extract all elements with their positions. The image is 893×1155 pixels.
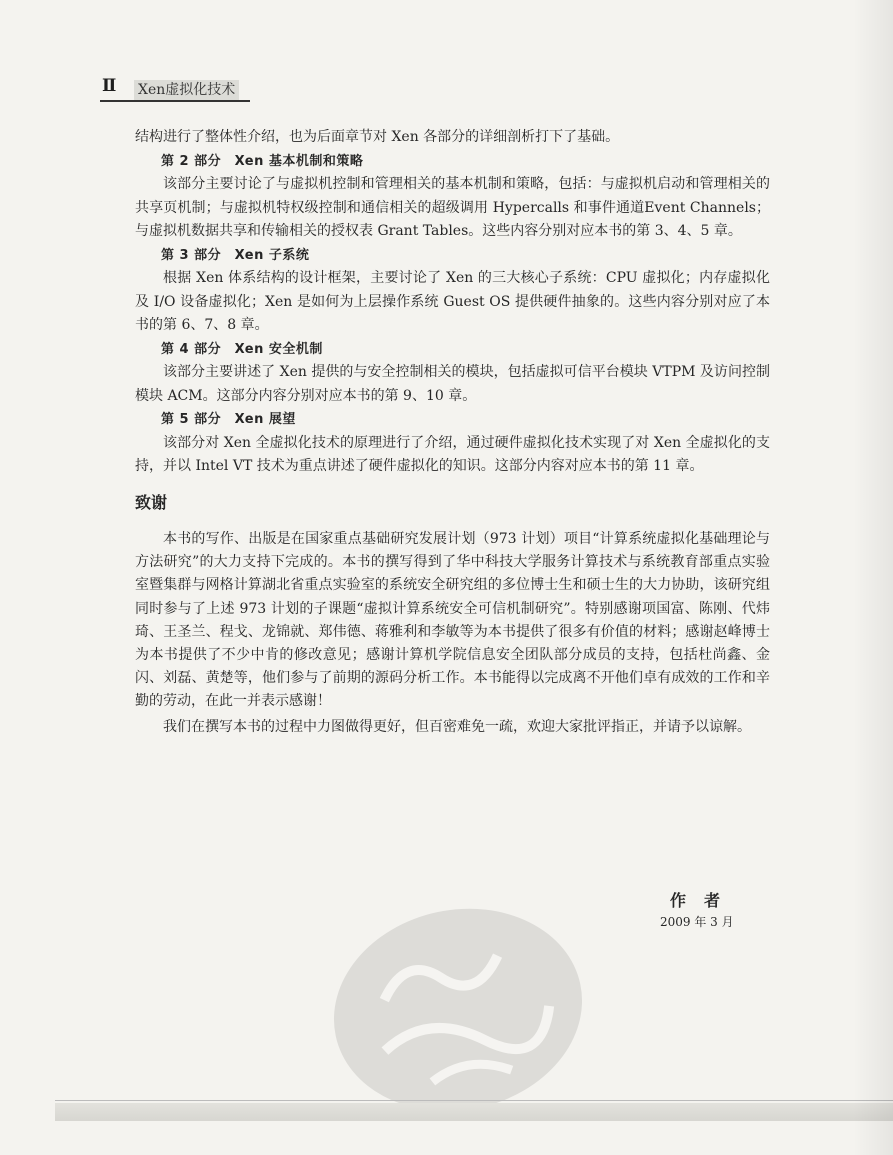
section-4-title: 第 4 部分 Xen 安全机制: [161, 341, 323, 357]
signature-date: 2009 年 3 月: [660, 915, 734, 929]
acknowledgement-paragraph-1: 本书的写作、出版是在国家重点基础研究发展计划（973 计划）项目“计算系统虚拟化基础理论与方法研究”的大力支持下完成的。本书的撰写得到了华中科技大学服务计算技术与系统教育部重点实验室暨集群与网格计算湖北省重点实验室的系统安全研究组的多位博士生和硕士生的大力协助，该研究组同时参与了上述 973 计划的子课题“虚拟计算系统安全可信机制研究”。特别感谢项国富、陈刚、代炜琦、王圣兰、程戈、龙锦就、郑伟德、蒋雅利和李敏等为本书提供了很多有价值的材料；感谢赵峰博士为本书提供了不少中肯的修改意见；感谢计算机学院信息安全团队部分成员的支持，包括杜尚鑫、金闪、刘磊、黄楚等，他们参与了前期的源码分析工作。本书能得以完成离不开他们卓有成效的工作和辛勤的劳动，在此一并表示感谢！: [135, 531, 770, 710]
section-3-text: 根据 Xen 体系结构的设计框架，主要讨论了 Xen 的三大核心子系统：CPU 虚拟化；内存虚拟化及 I/O 设备虚拟化；Xen 是如何为上层操作系统 Guest OS 提供硬件抽象的。这些内容分别对应了本书的第 6、7、8 章。: [135, 270, 770, 333]
section-5-text: 该部分对 Xen 全虚拟化技术的原理进行了介绍，通过硬件虚拟化技术实现了对 Xen 全虚拟化的支持，并以 Intel VT 技术为重点讲述了硬件虚拟化的知识。这部分内容对应本书的第 11 章。: [135, 434, 770, 474]
section-2-title: 第 2 部分 Xen 基本机制和策略: [161, 153, 364, 169]
acknowledgement-paragraph-2: 我们在撰写本书的过程中力图做得更好，但百密难免一疏，欢迎大家批评指正，并请予以谅解。: [163, 718, 751, 735]
running-header: [100, 76, 250, 102]
page-body: [135, 126, 770, 739]
scan-bottom-band: [55, 1103, 893, 1121]
bottom-rule: [55, 1100, 893, 1101]
intro-tail-paragraph: 结构进行了整体性介绍，也为后面章节对 Xen 各部分的详细剖析打下了基础。: [135, 129, 620, 145]
scan-edge-shadow: [853, 0, 893, 1155]
section-5-title: 第 5 部分 Xen 展望: [161, 412, 296, 427]
acknowledgement-body: [135, 528, 770, 739]
acknowledgement-heading: 致谢: [135, 492, 168, 512]
author-signature: 作者: [670, 891, 739, 910]
signature-block: [660, 888, 780, 930]
page-number: Ⅱ: [102, 76, 118, 96]
section-2-text: 该部分主要讨论了与虚拟机控制和管理相关的基本机制和策略，包括：与虚拟机启动和管理相关的共享页机制；与虚拟机特权级控制和通信相关的超级调用 Hypercalls 和事件通道Event Channels；与虚拟机数据共享和传输相关的授权表 Grant Tables。这些内容分别对应本书的第 3、4、5 章。: [135, 176, 770, 239]
section-4-text: 该部分主要讲述了 Xen 提供的与安全控制相关的模块，包括虚拟可信平台模块 VTPM 及访问控制模块 ACM。这部分内容分别对应本书的第 9、10 章。: [135, 364, 770, 404]
book-title: Xen虚拟化技术: [134, 80, 239, 100]
section-3-title: 第 3 部分 Xen 子系统: [161, 247, 310, 263]
